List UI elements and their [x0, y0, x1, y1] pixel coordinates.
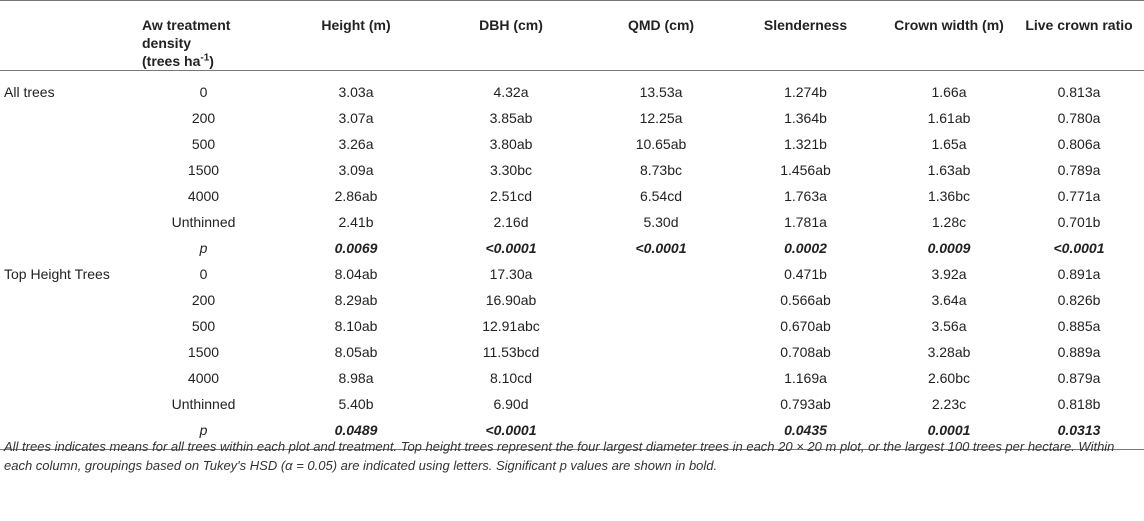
- header-density: [122, 1, 285, 71]
- value-height: 3.07a: [338, 110, 374, 126]
- header-density-sup: -1: [200, 52, 210, 64]
- row-group-label: [0, 365, 122, 391]
- value-live-crown-ratio: 0.813a: [1057, 84, 1101, 100]
- value-qmd: [595, 391, 727, 417]
- table-footnote: All trees indicates means for all trees within each plot and treatment. Top height trees represent the four largest diameter trees in each 20 × 20 m plot, or the largest 100 trees per hectare. Within each column, groupings based on Tukey's HSD (α = 0.05) are indicated using letters. Significant p values are shown in bold.: [4, 439, 1115, 473]
- density-cell: 500: [191, 318, 216, 334]
- value-crown-width: 1.63ab: [927, 162, 971, 178]
- row-group-label: [0, 235, 122, 261]
- value-live-crown-ratio: 0.771a: [1057, 188, 1101, 204]
- header-density-line1: Aw treatment: [142, 17, 231, 33]
- value-height: 2.41b: [338, 214, 374, 230]
- value-qmd: 13.53a: [639, 84, 683, 100]
- p-value-qmd: <0.0001: [635, 240, 687, 256]
- value-slenderness: 1.274b: [784, 84, 827, 100]
- value-qmd: [595, 287, 727, 313]
- table-row: [0, 391, 1144, 417]
- row-group-label: Top Height Trees: [4, 266, 110, 282]
- row-group-label: [0, 287, 122, 313]
- header-live-crown-ratio: Live crown ratio: [1014, 1, 1144, 71]
- header-density-line2: density: [142, 35, 192, 51]
- value-live-crown-ratio: 0.826b: [1057, 292, 1101, 308]
- table-row: [0, 287, 1144, 313]
- value-dbh: 17.30a: [489, 266, 533, 282]
- row-group-label: [0, 183, 122, 209]
- value-slenderness: 0.708ab: [780, 344, 831, 360]
- value-qmd: 8.73bc: [639, 162, 683, 178]
- p-value-crown-width: 0.0009: [927, 240, 971, 256]
- value-height: 3.26a: [338, 136, 374, 152]
- value-qmd: 12.25a: [639, 110, 683, 126]
- value-slenderness: 0.670ab: [780, 318, 831, 334]
- table-body: [0, 71, 1144, 450]
- value-dbh: 3.80ab: [489, 136, 533, 152]
- value-height: 8.29ab: [334, 292, 378, 308]
- value-crown-width: 1.28c: [931, 214, 967, 230]
- p-value-slenderness: 0.0435: [727, 417, 884, 450]
- row-group-label: All trees: [4, 84, 55, 100]
- value-dbh: 11.53bcd: [482, 344, 540, 360]
- density-cell: 200: [191, 110, 216, 126]
- value-height: 8.10ab: [334, 318, 378, 334]
- table-row: [0, 105, 1144, 131]
- value-dbh: 8.10cd: [489, 370, 533, 386]
- header-dbh: DBH (cm): [427, 1, 595, 71]
- density-cell: 1500: [187, 344, 220, 360]
- table-row: [0, 157, 1144, 183]
- table-row: [0, 339, 1144, 365]
- p-value-slenderness: 0.0002: [784, 240, 827, 256]
- value-qmd: [595, 339, 727, 365]
- density-cell: 1500: [187, 162, 220, 178]
- value-live-crown-ratio: 0.891a: [1057, 266, 1101, 282]
- value-crown-width: 1.66a: [931, 84, 967, 100]
- value-slenderness: 0.471b: [784, 266, 827, 282]
- row-group-label: [0, 339, 122, 365]
- value-height: 8.98a: [338, 370, 374, 386]
- header-slenderness: Slenderness: [727, 1, 884, 71]
- table-row: [0, 365, 1144, 391]
- row-group-label: [0, 209, 122, 235]
- p-value-dbh: <0.0001: [427, 417, 595, 450]
- p-value-live-crown-ratio: <0.0001: [1053, 240, 1105, 256]
- table-row: [0, 261, 1144, 287]
- value-slenderness: 0.566ab: [780, 292, 831, 308]
- header-crown-width: Crown width (m): [884, 1, 1014, 71]
- value-crown-width: 3.56a: [931, 318, 967, 334]
- value-crown-width: 2.60bc: [927, 370, 971, 386]
- p-value-dbh: <0.0001: [485, 240, 537, 256]
- value-dbh: 16.90ab: [485, 292, 537, 308]
- table-row: [0, 235, 1144, 261]
- value-height: 3.03a: [338, 84, 374, 100]
- p-value-label: p: [122, 417, 285, 450]
- value-dbh: 2.51cd: [489, 188, 533, 204]
- value-crown-width: 3.92a: [931, 266, 967, 282]
- value-crown-width: 1.36bc: [927, 188, 971, 204]
- value-crown-width: 3.28ab: [927, 344, 971, 360]
- value-slenderness: 0.793ab: [780, 396, 831, 412]
- value-height: 8.04ab: [334, 266, 378, 282]
- value-dbh: 3.85ab: [489, 110, 533, 126]
- value-height: 8.05ab: [334, 344, 378, 360]
- value-qmd: [595, 313, 727, 339]
- value-live-crown-ratio: 0.889a: [1057, 344, 1101, 360]
- density-cell: Unthinned: [171, 214, 236, 230]
- density-cell: 4000: [187, 188, 220, 204]
- value-slenderness: 1.169a: [784, 370, 827, 386]
- header-density-line3-post: ): [209, 53, 214, 69]
- table-row: [0, 209, 1144, 235]
- value-crown-width: 3.64a: [931, 292, 967, 308]
- value-dbh: 2.16d: [493, 214, 529, 230]
- density-cell: 0: [199, 266, 208, 282]
- value-slenderness: 1.456ab: [780, 162, 831, 178]
- value-live-crown-ratio: 0.879a: [1057, 370, 1101, 386]
- density-cell: 200: [191, 292, 216, 308]
- density-cell: 500: [191, 136, 216, 152]
- value-qmd: 10.65ab: [635, 136, 687, 152]
- header-group: [0, 1, 122, 71]
- value-slenderness: 1.321b: [784, 136, 827, 152]
- value-live-crown-ratio: 0.806a: [1057, 136, 1101, 152]
- row-group-label: [0, 105, 122, 131]
- header-qmd: QMD (cm): [595, 1, 727, 71]
- p-value-live-crown-ratio: 0.0313: [1014, 417, 1144, 450]
- value-dbh: 4.32a: [493, 84, 529, 100]
- value-qmd: [595, 261, 727, 287]
- table-row: [0, 131, 1144, 157]
- value-crown-width: 1.61ab: [927, 110, 971, 126]
- density-cell: 0: [199, 84, 208, 100]
- row-group-label: [0, 157, 122, 183]
- value-live-crown-ratio: 0.780a: [1057, 110, 1101, 126]
- p-value-label: p: [199, 240, 208, 256]
- row-group-label: [0, 313, 122, 339]
- value-live-crown-ratio: 0.885a: [1057, 318, 1101, 334]
- value-live-crown-ratio: 0.789a: [1057, 162, 1101, 178]
- value-slenderness: 1.763a: [784, 188, 827, 204]
- row-group-label: [0, 391, 122, 417]
- value-crown-width: 2.23c: [931, 396, 967, 412]
- header-density-line3-pre: (trees ha: [142, 53, 201, 69]
- value-dbh: 3.30bc: [489, 162, 533, 178]
- table-row: [0, 71, 1144, 106]
- value-live-crown-ratio: 0.701b: [1057, 214, 1101, 230]
- density-cell: 4000: [187, 370, 220, 386]
- value-crown-width: 1.65a: [931, 136, 967, 152]
- value-slenderness: 1.781a: [784, 214, 827, 230]
- value-height: 2.86ab: [334, 188, 378, 204]
- row-group-label: [0, 131, 122, 157]
- p-value-height: 0.0489: [285, 417, 427, 450]
- p-value-crown-width: 0.0001: [884, 417, 1014, 450]
- value-live-crown-ratio: 0.818b: [1057, 396, 1101, 412]
- value-qmd: [595, 365, 727, 391]
- value-slenderness: 1.364b: [784, 110, 827, 126]
- value-height: 3.09a: [338, 162, 374, 178]
- value-dbh: 12.91abc: [482, 318, 540, 334]
- p-value-height: 0.0069: [334, 240, 378, 256]
- value-qmd: 5.30d: [643, 214, 679, 230]
- header-height: Height (m): [285, 1, 427, 71]
- table-row: [0, 183, 1144, 209]
- header-row: [0, 1, 1144, 71]
- value-height: 5.40b: [338, 396, 374, 412]
- value-dbh: 6.90d: [493, 396, 529, 412]
- value-qmd: 6.54cd: [639, 188, 683, 204]
- density-cell: Unthinned: [171, 396, 236, 412]
- table-row: [0, 313, 1144, 339]
